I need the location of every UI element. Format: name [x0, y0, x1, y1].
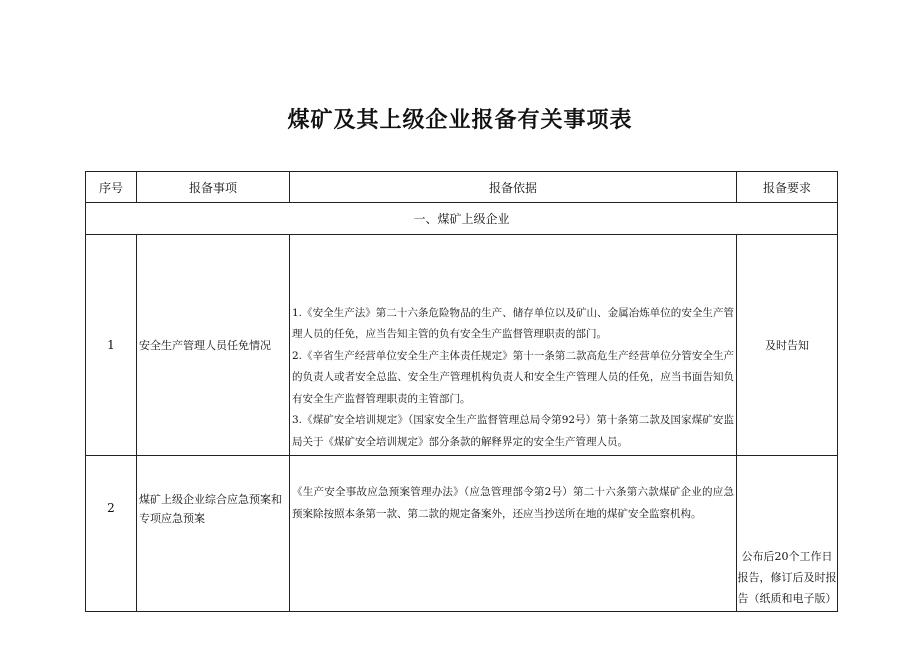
report-table [85, 171, 838, 612]
row-requirement: 公布后20个工作日报告，修订后及时报告（纸质和电子版） [737, 456, 838, 612]
section-row [86, 203, 838, 235]
header-basis: 报备依据 [290, 172, 737, 203]
row-item: 安全生产管理人员任免情况 [137, 235, 290, 456]
page-title: 煤矿及其上级企业报备有关事项表 [287, 108, 633, 133]
header-item: 报备事项 [137, 172, 290, 203]
basis-paragraph: 1.《安全生产法》第二十六条危险物品的生产、储存单位以及矿山、金属冶炼单位的安全生产管理人员的任免，应当告知主管的负有安全生产监督管理职责的部门。 [292, 306, 734, 340]
row-seq: 1 [86, 235, 137, 456]
table-row [86, 235, 838, 456]
row-seq: 2 [86, 456, 137, 612]
basis-paragraph: 《生产安全事故应急预案管理办法》（应急管理部令第2号）第二十六条第六款煤矿企业的应急预案除按照本条第一款、第二款的规定备案外，还应当抄送所在地的煤矿安全监察机构。 [292, 486, 734, 520]
row-item: 煤矿上级企业综合应急预案和专项应急预案 [137, 456, 290, 612]
row-basis [290, 456, 737, 612]
basis-paragraph: 2.《辛省生产经营单位安全生产主体责任规定》第十一条第二款高危生产经营单位分管安全生产的负责人或者安全总监、安全生产管理机构负责人和安全生产管理人员的任免，应当书面告知负有安全生产监督管理职责的主管部门。 [292, 349, 734, 405]
table-header-row [86, 172, 838, 203]
basis-paragraph: 3.《煤矿安全培训规定》（国家安全生产监督管理总局令第92号）第十条第二款及国家煤矿安监局关于《煤矿安全培训规定》部分条款的解释界定的安全生产管理人员。 [292, 414, 734, 448]
row-requirement: 及时告知 [737, 235, 838, 456]
header-seq: 序号 [86, 172, 137, 203]
row-basis [290, 235, 737, 456]
table-row [86, 456, 838, 612]
header-requirement: 报备要求 [737, 172, 838, 203]
section-title: 一、煤矿上级企业 [86, 203, 838, 235]
